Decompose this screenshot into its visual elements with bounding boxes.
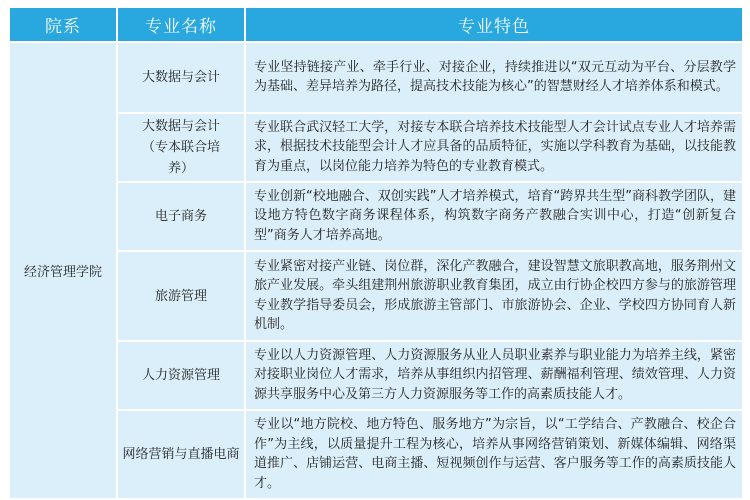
major-name: 旅游管理 (118, 252, 244, 340)
table-row (10, 252, 742, 340)
college-name: 经济管理学院 (10, 43, 116, 498)
table-row (10, 411, 742, 498)
major-name (118, 114, 244, 181)
table-row (10, 183, 742, 250)
table-header-row (10, 8, 742, 41)
majors-table (8, 6, 744, 500)
table-row (10, 342, 742, 409)
major-name: 电子商务 (118, 183, 244, 250)
header-major: 专业名称 (118, 8, 244, 41)
major-name-text: 大数据与会计（专本联合培养） (141, 119, 220, 176)
major-feature: 专业联合武汉轻工大学，对接专本联合培养技术技能型人才会计试点专业人才培养需求，根据技术技能型会计人才应具备的品质特征，实施以学科教育为基础，以技能教育为重点，以岗位能力培养为特色的专业教育模式。 (246, 114, 742, 181)
header-feature: 专业特色 (246, 8, 742, 41)
major-feature: 专业创新“校地融合、双创实践”人才培养模式，培育“跨界共生型”商科教学团队，建设地方特色数字商务课程体系，构筑数字商务产教融合实训中心，打造“创新复合型”商务人才培养高地。 (246, 183, 742, 250)
table-row (10, 114, 742, 181)
major-feature: 专业以人力资源管理、人力资源服务从业人员职业素养与职业能力为培养主线，紧密对接职业岗位人才需求，培养从事组织内招管理、薪酬福利管理、绩效管理、人力资源共享服务中心及第三方人力资源服务等工作的高素质技能人才。 (246, 342, 742, 409)
major-feature: 专业坚持链接产业、牵手行业、对接企业，持续推进以“双元互动为平台、分层教学为基础、差异培养为路径，提高技术技能为核心”的智慧财经人才培养体系和模式。 (246, 43, 742, 112)
major-feature: 专业以“地方院校、地方特色、服务地方”为宗旨，以“工学结合、产教融合、校企合作”为主线，以质量提升工程为核心，培养从事网络营销策划、新媒体编辑、网络渠道推广、店铺运营、电商主播、短视频创作与运营、客户服务等工作的高素质技能人才。 (246, 411, 742, 498)
header-college: 院系 (10, 8, 116, 41)
table-row (10, 43, 742, 112)
major-name: 网络营销与直播电商 (118, 411, 244, 498)
major-name: 人力资源管理 (118, 342, 244, 409)
major-feature: 专业紧密对接产业链、岗位群，深化产教融合，建设智慧文旅职教高地，服务荆州文旅产业发展。牵头组建荆州旅游职业教育集团，成立由行协企校四方参与的旅游管理专业教学指导委员会，形成旅游主管部门、市旅游协会、企业、学校四方协同育人新机制。 (246, 252, 742, 340)
major-name: 大数据与会计 (118, 43, 244, 112)
